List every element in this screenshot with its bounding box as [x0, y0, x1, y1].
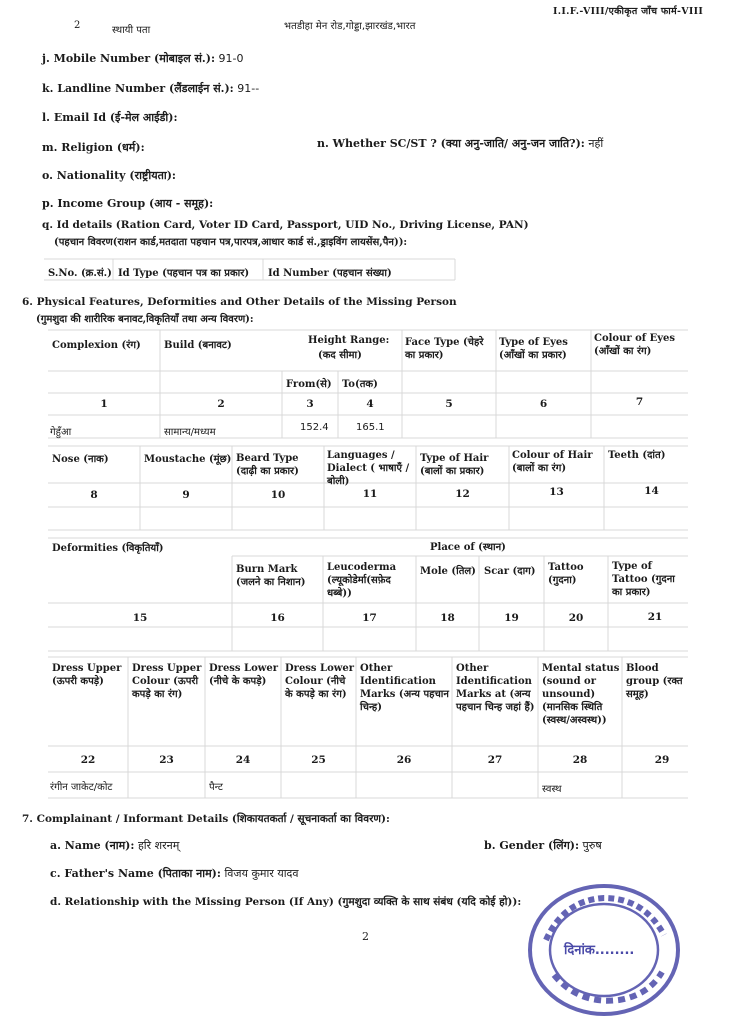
t3-scar-header: Scar (दाग)	[484, 566, 536, 577]
complainant-gender-value: पुरुष	[582, 839, 602, 852]
landline-value: 91--	[237, 82, 260, 95]
t1-complexion-value: गेहुँआ	[50, 427, 72, 438]
mobile-value: 91-0	[218, 52, 244, 65]
t4-num-24: 24	[235, 754, 251, 766]
t3-tattoo-header: Tattoo (गुदना)	[548, 562, 584, 586]
t3-num-20: 20	[568, 612, 584, 624]
complainant-gender-field	[484, 838, 602, 853]
t2-num-9: 9	[182, 489, 190, 501]
complainant-father-value: विजय कुमार यादव	[224, 867, 299, 880]
t1-height-from-value: 152.4	[300, 422, 329, 433]
complainant-name-field	[50, 838, 179, 853]
nationality-label: o. Nationality (राष्ट्रीयता):	[42, 169, 176, 182]
t4-num-26: 26	[396, 754, 412, 766]
t4-dress-upper-colour-header: Dress Upper Colour (ऊपरी कपड़े का रंग)	[132, 663, 202, 700]
t1-num-7: 7	[635, 396, 644, 408]
t3-num-17: 17	[362, 612, 377, 624]
t1-num-4: 4	[366, 398, 374, 410]
complainant-gender-label: b. Gender (लिंग):	[484, 839, 580, 852]
sc-st-label: n. Whether SC/ST ? (क्या अनु-जाति/ अनु-जन जाति?):	[317, 137, 585, 150]
official-stamp	[524, 880, 684, 1020]
t1-complexion-header: Complexion (रंग)	[52, 340, 141, 351]
id-col-number: Id Number (पहचान संख्या)	[268, 268, 392, 279]
address-label: स्थायी पता	[112, 25, 151, 36]
t2-hair-colour-header: Colour of Hair (बालों का रंग)	[512, 450, 593, 474]
t1-num-2: 2	[217, 398, 225, 410]
landline-label: k. Landline Number (लैंडलाईन सं.):	[42, 82, 234, 95]
t1-face-type-header: Face Type (चेहरे का प्रकार)	[405, 337, 484, 361]
id-details-label-hindi: (पहचान विवरण(राशन कार्ड,मतदाता पहचान पत्र,पारपत्र,आधार कार्ड सं.,ड्राइविंग लायसेंस,पैन)):	[54, 237, 408, 248]
t4-other-marks-header: Other Identification Marks (अन्य पहचान चिन्ह)	[360, 663, 449, 713]
t3-tattoo-type-header: Type of Tattoo (गुदना का प्रकार)	[612, 561, 675, 598]
t2-beard-header: Beard Type (दाढ़ी का प्रकार)	[236, 453, 299, 477]
section7-title: 7. Complainant / Informant Details (शिकायतकर्ता / सूचनाकर्ता का विवरण):	[22, 813, 390, 825]
complainant-name-value: हरि शरनम्	[137, 839, 180, 852]
t1-height-header: Height Range:	[308, 335, 390, 346]
t2-num-13: 13	[549, 486, 564, 498]
t1-eye-type-header: Type of Eyes (आँखों का प्रकार)	[499, 337, 568, 361]
t2-num-14: 14	[644, 485, 659, 497]
t2-nose-header: Nose (नाक)	[52, 454, 109, 465]
t2-teeth-header: Teeth (दांत)	[608, 450, 666, 461]
t3-num-19: 19	[504, 612, 519, 624]
t2-moustache-header: Moustache (मूंछ)	[144, 454, 232, 465]
stamp-date-text: दिनांक........	[564, 943, 635, 958]
t3-place-header: Place of (स्थान)	[430, 542, 506, 553]
t4-num-28: 28	[572, 754, 588, 766]
t1-num-3: 3	[306, 398, 314, 410]
t4-dress-upper-header: Dress Upper (ऊपरी कपड़े)	[52, 663, 122, 687]
t4-other-marks-at-header: Other Identification Marks at (अन्य पहचान चिन्ह जहां हैं)	[456, 663, 535, 713]
address-value: भतडीहा मेन रोड,गोड्डा,झारखंड,भारत	[284, 21, 416, 32]
relationship-label: d. Relationship with the Missing Person (If Any) (गुमशुदा व्यक्ति के साथ संबंध (यदि कोई हो)):	[50, 896, 522, 908]
email-label: l. Email Id (ई-मेल आईडी):	[42, 111, 178, 124]
t4-dress-lower-header: Dress Lower (नीचे के कपड़े)	[209, 663, 278, 687]
t2-num-11: 11	[362, 488, 378, 500]
t3-num-18: 18	[440, 612, 455, 624]
t2-num-8: 8	[90, 489, 98, 501]
t3-mole-header: Mole (तिल)	[420, 566, 476, 577]
t4-mental-status-value: स्वस्थ	[542, 784, 562, 795]
t1-eye-colour-header: Colour of Eyes (आँखों का रंग)	[594, 333, 675, 357]
t4-blood-group-header: Blood group (रक्त समूह)	[626, 663, 683, 700]
t4-num-22: 22	[80, 754, 96, 766]
t4-dress-upper-value: रंगीन जाकेट/कोट	[50, 782, 113, 793]
section6-subtitle: (गुमशुदा की शारीरिक बनावट,विकृतियाँ तथा अन्य विवरण):	[36, 314, 254, 325]
t2-num-10: 10	[270, 489, 286, 501]
complainant-name-label: a. Name (नाम):	[50, 839, 135, 852]
id-col-type: Id Type (पहचान पत्र का प्रकार)	[118, 268, 250, 279]
religion-label: m. Religion (धर्म):	[42, 141, 145, 154]
address-index: 2	[74, 20, 81, 31]
t1-height-from: From(से)	[286, 379, 332, 390]
t1-height-to: To(तक)	[342, 379, 378, 390]
t1-num-5: 5	[445, 398, 453, 410]
id-details-label: q. Id details (Ration Card, Voter ID Card, Passport, UID No., Driving License, PAN)	[42, 219, 529, 231]
t4-mental-status-header: Mental status (sound or unsound) (मानसिक स्थिति (स्वस्थ/अस्वस्थ))	[542, 663, 620, 726]
t4-num-25: 25	[311, 754, 326, 766]
id-col-sno: S.No. (क्र.सं.)	[48, 268, 112, 279]
complainant-father-label: c. Father's Name (पिताका नाम):	[50, 867, 221, 880]
income-label: p. Income Group (आय - समूह):	[42, 197, 214, 210]
mobile-label: j. Mobile Number (मोबाइल सं.):	[42, 52, 216, 65]
sc-st-value: नहीं	[588, 137, 604, 150]
t3-leucoderma-header: Leucoderma (ल्यूकोडेर्मा(सफ़ेद धब्बे))	[327, 562, 397, 599]
t2-num-12: 12	[455, 488, 470, 500]
t3-num-21: 21	[647, 611, 663, 623]
section6-title: 6. Physical Features, Deformities and Other Details of the Missing Person	[22, 296, 457, 308]
t1-build-header: Build (बनावट)	[164, 340, 232, 351]
t4-dress-lower-value: पैन्ट	[209, 782, 223, 793]
t2-hair-type-header: Type of Hair (बालों का प्रकार)	[420, 453, 489, 477]
t3-num-16: 16	[270, 612, 285, 624]
t3-burn-header: Burn Mark (जलने का निशान)	[236, 564, 306, 588]
t1-height-to-value: 165.1	[356, 422, 385, 433]
page-number: 2	[362, 930, 369, 943]
t2-languages-header: Languages / Dialect ( भाषाएँ / बोली)	[327, 450, 410, 487]
t1-num-6: 6	[539, 398, 548, 410]
t3-num-15: 15	[132, 612, 148, 624]
t4-num-27: 27	[487, 754, 503, 766]
t1-num-1: 1	[100, 398, 108, 410]
complainant-father-field	[50, 866, 299, 881]
t4-num-23: 23	[159, 754, 174, 766]
t1-build-value: सामान्य/मध्यम	[164, 427, 216, 438]
t4-dress-lower-colour-header: Dress Lower Colour (नीचे के कपड़े का रंग)	[285, 663, 354, 700]
t3-deformities-header: Deformities (विकृतियाँ)	[52, 543, 164, 554]
form-code: I.I.F.-VIII/एकीकृत जाँच फार्म-VIII	[553, 6, 704, 17]
t1-height-header-hindi: (कद सीमा)	[318, 350, 362, 361]
t4-num-29: 29	[654, 754, 670, 766]
